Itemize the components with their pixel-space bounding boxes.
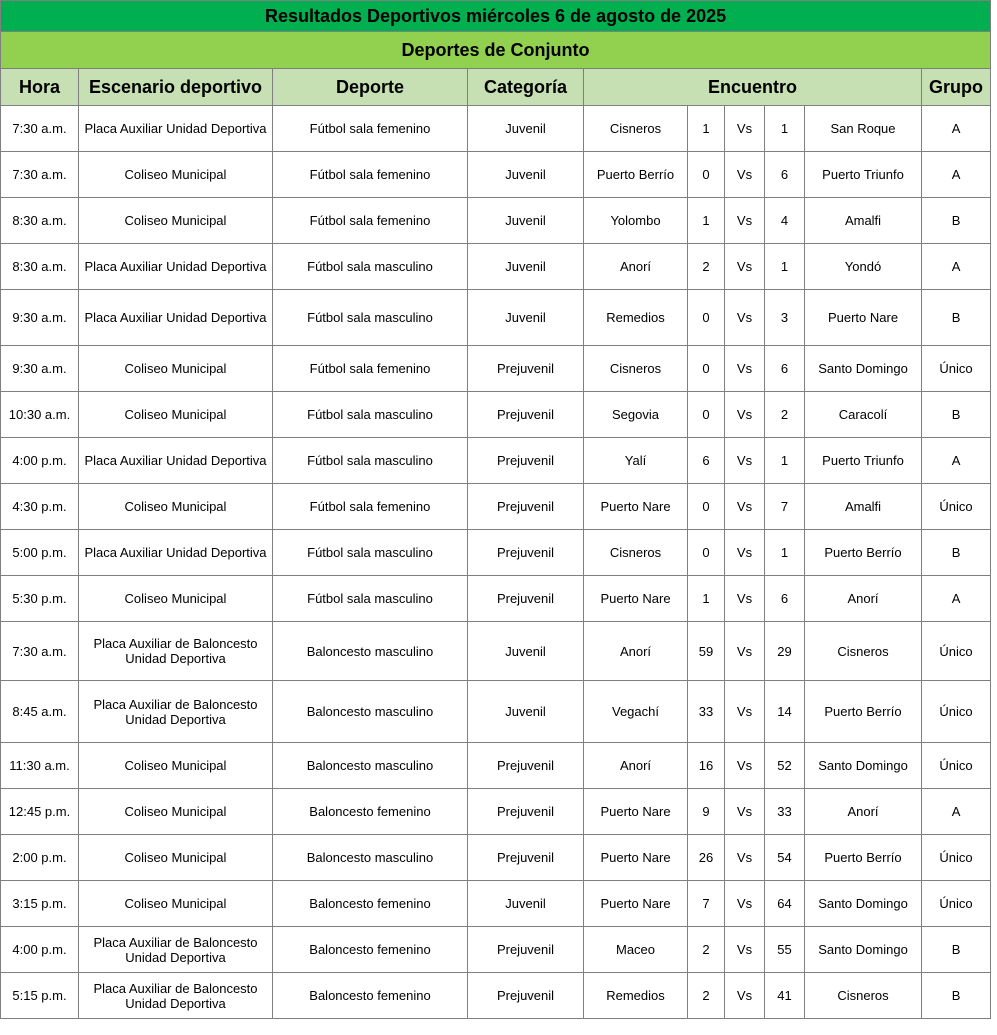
cell-vs: Vs: [725, 346, 765, 392]
cell-escenario: Coliseo Municipal: [79, 881, 273, 927]
cell-deporte: Fútbol sala masculino: [273, 576, 468, 622]
table-row: [1, 881, 991, 927]
cell-local-team: Segovia: [584, 392, 688, 438]
cell-deporte: Fútbol sala femenino: [273, 106, 468, 152]
cell-vs: Vs: [725, 927, 765, 973]
cell-categoria: Prejuvenil: [468, 346, 584, 392]
cell-local-score: 0: [688, 152, 725, 198]
cell-grupo: B: [922, 927, 991, 973]
header-encuentro: Encuentro: [584, 69, 922, 106]
cell-local-score: 1: [688, 576, 725, 622]
table-row: [1, 244, 991, 290]
cell-visitor-team: Santo Domingo: [805, 927, 922, 973]
cell-vs: Vs: [725, 484, 765, 530]
cell-local-score: 6: [688, 438, 725, 484]
cell-local-score: 2: [688, 973, 725, 1019]
cell-hora: 2:00 p.m.: [1, 835, 79, 881]
cell-categoria: Juvenil: [468, 681, 584, 743]
cell-local-team: Remedios: [584, 290, 688, 346]
cell-hora: 12:45 p.m.: [1, 789, 79, 835]
cell-visitor-score: 54: [765, 835, 805, 881]
cell-categoria: Prejuvenil: [468, 743, 584, 789]
cell-grupo: B: [922, 198, 991, 244]
table-body: [1, 106, 991, 1019]
table-row: [1, 346, 991, 392]
cell-local-score: 1: [688, 198, 725, 244]
cell-hora: 10:30 a.m.: [1, 392, 79, 438]
cell-categoria: Prejuvenil: [468, 530, 584, 576]
table-row: [1, 576, 991, 622]
cell-local-team: Yalí: [584, 438, 688, 484]
cell-deporte: Baloncesto femenino: [273, 789, 468, 835]
cell-visitor-score: 1: [765, 244, 805, 290]
cell-categoria: Prejuvenil: [468, 392, 584, 438]
cell-escenario: Coliseo Municipal: [79, 743, 273, 789]
cell-local-team: Anorí: [584, 743, 688, 789]
cell-visitor-team: San Roque: [805, 106, 922, 152]
cell-local-team: Vegachí: [584, 681, 688, 743]
cell-local-team: Anorí: [584, 244, 688, 290]
cell-categoria: Prejuvenil: [468, 789, 584, 835]
cell-local-score: 26: [688, 835, 725, 881]
table-row: [1, 198, 991, 244]
cell-local-score: 0: [688, 484, 725, 530]
cell-categoria: Juvenil: [468, 198, 584, 244]
cell-visitor-team: Puerto Nare: [805, 290, 922, 346]
cell-grupo: A: [922, 438, 991, 484]
cell-vs: Vs: [725, 438, 765, 484]
cell-local-team: Puerto Nare: [584, 484, 688, 530]
cell-visitor-score: 6: [765, 152, 805, 198]
cell-visitor-team: Anorí: [805, 789, 922, 835]
cell-vs: Vs: [725, 198, 765, 244]
cell-grupo: Único: [922, 743, 991, 789]
cell-escenario: Coliseo Municipal: [79, 152, 273, 198]
cell-visitor-score: 6: [765, 576, 805, 622]
cell-local-team: Anorí: [584, 622, 688, 681]
cell-vs: Vs: [725, 622, 765, 681]
cell-categoria: Prejuvenil: [468, 927, 584, 973]
table-row: [1, 484, 991, 530]
cell-vs: Vs: [725, 973, 765, 1019]
table-row: [1, 530, 991, 576]
cell-deporte: Baloncesto femenino: [273, 973, 468, 1019]
table-row: [1, 290, 991, 346]
cell-visitor-team: Puerto Berrío: [805, 835, 922, 881]
table-row: [1, 106, 991, 152]
table-row: [1, 438, 991, 484]
cell-escenario: Coliseo Municipal: [79, 392, 273, 438]
cell-escenario: Placa Auxiliar de Baloncesto Unidad Deportiva: [79, 681, 273, 743]
cell-visitor-team: Santo Domingo: [805, 346, 922, 392]
cell-escenario: Placa Auxiliar Unidad Deportiva: [79, 290, 273, 346]
cell-local-team: Yolombo: [584, 198, 688, 244]
cell-vs: Vs: [725, 530, 765, 576]
cell-grupo: B: [922, 290, 991, 346]
cell-grupo: A: [922, 244, 991, 290]
cell-visitor-score: 1: [765, 106, 805, 152]
cell-categoria: Juvenil: [468, 622, 584, 681]
cell-deporte: Fútbol sala femenino: [273, 152, 468, 198]
cell-escenario: Placa Auxiliar Unidad Deportiva: [79, 244, 273, 290]
cell-escenario: Placa Auxiliar de Baloncesto Unidad Deportiva: [79, 973, 273, 1019]
cell-grupo: A: [922, 106, 991, 152]
cell-local-team: Cisneros: [584, 346, 688, 392]
cell-escenario: Coliseo Municipal: [79, 346, 273, 392]
cell-hora: 9:30 a.m.: [1, 290, 79, 346]
cell-categoria: Prejuvenil: [468, 484, 584, 530]
cell-grupo: Único: [922, 681, 991, 743]
cell-hora: 5:15 p.m.: [1, 973, 79, 1019]
cell-local-score: 33: [688, 681, 725, 743]
cell-local-score: 1: [688, 106, 725, 152]
cell-local-team: Puerto Nare: [584, 881, 688, 927]
cell-categoria: Prejuvenil: [468, 973, 584, 1019]
cell-grupo: Único: [922, 346, 991, 392]
cell-categoria: Prejuvenil: [468, 835, 584, 881]
cell-visitor-score: 1: [765, 438, 805, 484]
cell-vs: Vs: [725, 835, 765, 881]
header-deporte: Deporte: [273, 69, 468, 106]
cell-visitor-score: 29: [765, 622, 805, 681]
cell-hora: 8:45 a.m.: [1, 681, 79, 743]
cell-visitor-score: 3: [765, 290, 805, 346]
cell-hora: 7:30 a.m.: [1, 622, 79, 681]
cell-local-score: 59: [688, 622, 725, 681]
cell-local-team: Cisneros: [584, 530, 688, 576]
cell-local-score: 7: [688, 881, 725, 927]
cell-local-team: Remedios: [584, 973, 688, 1019]
cell-deporte: Baloncesto masculino: [273, 622, 468, 681]
cell-vs: Vs: [725, 576, 765, 622]
cell-vs: Vs: [725, 681, 765, 743]
cell-grupo: Único: [922, 835, 991, 881]
cell-vs: Vs: [725, 789, 765, 835]
cell-local-score: 9: [688, 789, 725, 835]
cell-visitor-score: 14: [765, 681, 805, 743]
cell-escenario: Coliseo Municipal: [79, 484, 273, 530]
cell-vs: Vs: [725, 106, 765, 152]
cell-escenario: Placa Auxiliar de Baloncesto Unidad Deportiva: [79, 927, 273, 973]
cell-hora: 9:30 a.m.: [1, 346, 79, 392]
cell-grupo: Único: [922, 484, 991, 530]
cell-escenario: Placa Auxiliar Unidad Deportiva: [79, 530, 273, 576]
cell-deporte: Fútbol sala masculino: [273, 438, 468, 484]
cell-local-score: 0: [688, 530, 725, 576]
cell-deporte: Fútbol sala masculino: [273, 392, 468, 438]
cell-visitor-team: Cisneros: [805, 622, 922, 681]
cell-deporte: Baloncesto masculino: [273, 681, 468, 743]
table-row: [1, 835, 991, 881]
cell-visitor-team: Santo Domingo: [805, 743, 922, 789]
header-grupo: Grupo: [922, 69, 991, 106]
cell-grupo: A: [922, 152, 991, 198]
cell-categoria: Juvenil: [468, 106, 584, 152]
cell-categoria: Juvenil: [468, 881, 584, 927]
cell-categoria: Juvenil: [468, 290, 584, 346]
cell-deporte: Baloncesto femenino: [273, 927, 468, 973]
cell-vs: Vs: [725, 152, 765, 198]
cell-categoria: Juvenil: [468, 152, 584, 198]
header-categoria: Categoría: [468, 69, 584, 106]
cell-hora: 8:30 a.m.: [1, 198, 79, 244]
cell-local-score: 2: [688, 927, 725, 973]
cell-hora: 7:30 a.m.: [1, 106, 79, 152]
table-row: [1, 789, 991, 835]
cell-vs: Vs: [725, 244, 765, 290]
cell-visitor-score: 41: [765, 973, 805, 1019]
cell-deporte: Fútbol sala femenino: [273, 484, 468, 530]
cell-deporte: Baloncesto masculino: [273, 743, 468, 789]
cell-hora: 4:00 p.m.: [1, 438, 79, 484]
cell-visitor-score: 2: [765, 392, 805, 438]
cell-hora: 4:00 p.m.: [1, 927, 79, 973]
cell-hora: 5:30 p.m.: [1, 576, 79, 622]
cell-grupo: Único: [922, 622, 991, 681]
table-row: [1, 392, 991, 438]
cell-categoria: Prejuvenil: [468, 438, 584, 484]
header-escenario: Escenario deportivo: [79, 69, 273, 106]
cell-visitor-team: Cisneros: [805, 973, 922, 1019]
cell-visitor-team: Yondó: [805, 244, 922, 290]
cell-grupo: B: [922, 392, 991, 438]
header-hora: Hora: [1, 69, 79, 106]
cell-local-score: 0: [688, 346, 725, 392]
cell-vs: Vs: [725, 290, 765, 346]
cell-local-team: Puerto Nare: [584, 789, 688, 835]
cell-deporte: Fútbol sala masculino: [273, 530, 468, 576]
cell-grupo: A: [922, 576, 991, 622]
cell-visitor-team: Amalfi: [805, 198, 922, 244]
cell-visitor-score: 33: [765, 789, 805, 835]
cell-escenario: Placa Auxiliar de Baloncesto Unidad Deportiva: [79, 622, 273, 681]
page-title: Resultados Deportivos miércoles 6 de agosto de 2025: [1, 1, 991, 32]
table-row: [1, 152, 991, 198]
cell-grupo: B: [922, 973, 991, 1019]
table-row: [1, 681, 991, 743]
cell-escenario: Coliseo Municipal: [79, 835, 273, 881]
cell-visitor-team: Puerto Berrío: [805, 681, 922, 743]
cell-visitor-score: 64: [765, 881, 805, 927]
cell-visitor-score: 55: [765, 927, 805, 973]
cell-local-team: Puerto Nare: [584, 576, 688, 622]
section-subtitle: Deportes de Conjunto: [1, 32, 991, 69]
cell-visitor-team: Caracolí: [805, 392, 922, 438]
cell-visitor-score: 1: [765, 530, 805, 576]
cell-visitor-score: 52: [765, 743, 805, 789]
cell-escenario: Coliseo Municipal: [79, 576, 273, 622]
cell-vs: Vs: [725, 881, 765, 927]
cell-visitor-score: 7: [765, 484, 805, 530]
cell-deporte: Fútbol sala masculino: [273, 244, 468, 290]
cell-visitor-team: Amalfi: [805, 484, 922, 530]
cell-local-team: Cisneros: [584, 106, 688, 152]
cell-escenario: Placa Auxiliar Unidad Deportiva: [79, 106, 273, 152]
cell-vs: Vs: [725, 392, 765, 438]
cell-categoria: Prejuvenil: [468, 576, 584, 622]
cell-local-score: 0: [688, 392, 725, 438]
cell-hora: 3:15 p.m.: [1, 881, 79, 927]
cell-local-score: 0: [688, 290, 725, 346]
table-row: [1, 973, 991, 1019]
cell-hora: 7:30 a.m.: [1, 152, 79, 198]
cell-visitor-team: Puerto Triunfo: [805, 152, 922, 198]
cell-escenario: Coliseo Municipal: [79, 198, 273, 244]
cell-grupo: Único: [922, 881, 991, 927]
cell-escenario: Placa Auxiliar Unidad Deportiva: [79, 438, 273, 484]
cell-local-score: 16: [688, 743, 725, 789]
cell-local-score: 2: [688, 244, 725, 290]
cell-deporte: Baloncesto masculino: [273, 835, 468, 881]
cell-hora: 8:30 a.m.: [1, 244, 79, 290]
cell-local-team: Puerto Berrío: [584, 152, 688, 198]
cell-visitor-team: Santo Domingo: [805, 881, 922, 927]
cell-deporte: Fútbol sala femenino: [273, 198, 468, 244]
cell-vs: Vs: [725, 743, 765, 789]
cell-visitor-score: 4: [765, 198, 805, 244]
cell-visitor-score: 6: [765, 346, 805, 392]
cell-visitor-team: Puerto Berrío: [805, 530, 922, 576]
cell-local-team: Puerto Nare: [584, 835, 688, 881]
cell-deporte: Fútbol sala masculino: [273, 290, 468, 346]
cell-hora: 5:00 p.m.: [1, 530, 79, 576]
cell-categoria: Juvenil: [468, 244, 584, 290]
cell-grupo: A: [922, 789, 991, 835]
table-row: [1, 927, 991, 973]
cell-grupo: B: [922, 530, 991, 576]
cell-hora: 4:30 p.m.: [1, 484, 79, 530]
cell-deporte: Fútbol sala femenino: [273, 346, 468, 392]
cell-local-team: Maceo: [584, 927, 688, 973]
table-row: [1, 622, 991, 681]
cell-escenario: Coliseo Municipal: [79, 789, 273, 835]
cell-hora: 11:30 a.m.: [1, 743, 79, 789]
cell-visitor-team: Puerto Triunfo: [805, 438, 922, 484]
table-row: [1, 743, 991, 789]
cell-deporte: Baloncesto femenino: [273, 881, 468, 927]
cell-visitor-team: Anorí: [805, 576, 922, 622]
